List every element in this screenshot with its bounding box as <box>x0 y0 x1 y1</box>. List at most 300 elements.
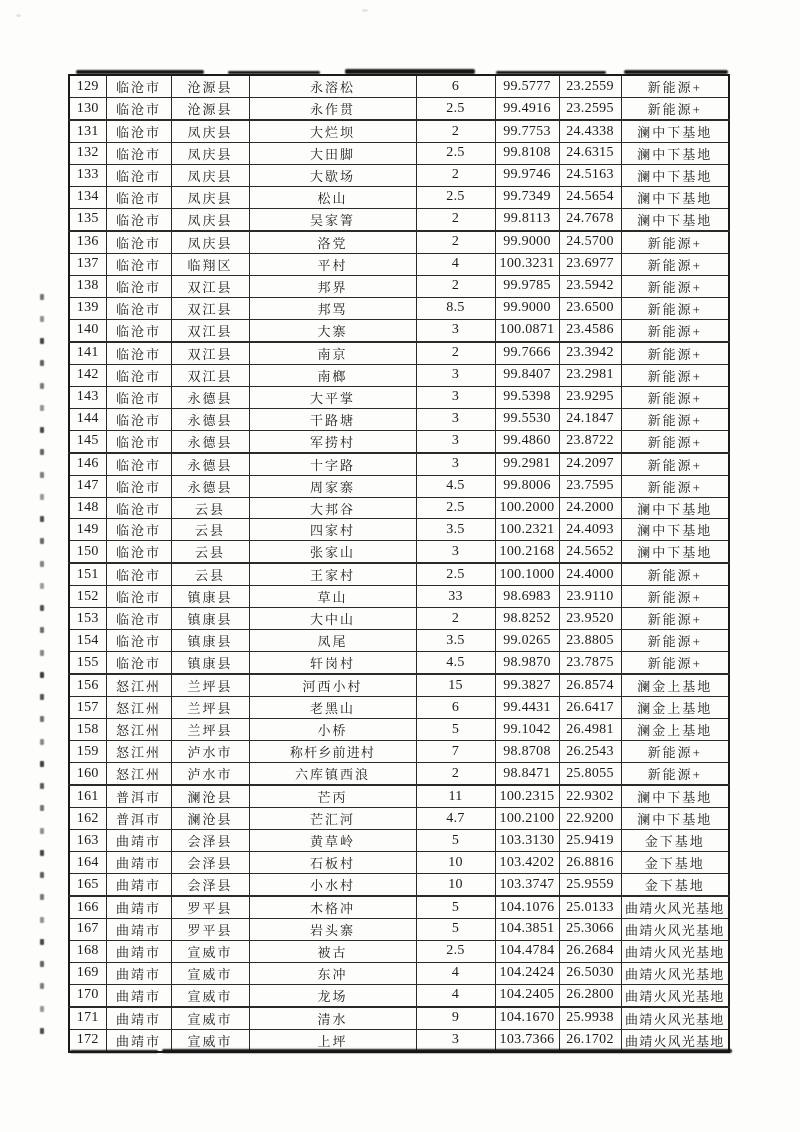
cell-index: 141 <box>69 342 106 365</box>
cell-latitude: 24.2000 <box>559 497 621 519</box>
scan-artifact <box>162 1049 732 1053</box>
cell-site-name: 大平掌 <box>249 386 416 408</box>
scan-artifact <box>16 14 21 17</box>
cell-city: 临沧市 <box>106 453 171 476</box>
cell-county: 凤庆县 <box>171 186 249 208</box>
cell-longitude: 98.9870 <box>495 652 559 675</box>
cell-index: 159 <box>69 741 106 763</box>
cell-latitude: 25.9559 <box>559 874 621 897</box>
cell-longitude: 104.3851 <box>495 919 559 941</box>
cell-latitude: 23.9295 <box>559 386 621 408</box>
cell-base-type: 澜中下基地 <box>621 186 729 208</box>
cell-capacity: 2 <box>416 275 495 297</box>
cell-capacity: 2 <box>416 208 495 231</box>
cell-site-name: 大田脚 <box>249 143 416 165</box>
cell-city: 临沧市 <box>106 75 171 98</box>
cell-site-name: 芒汇河 <box>249 808 416 830</box>
cell-base-type: 澜中下基地 <box>621 519 729 541</box>
cell-latitude: 26.2684 <box>559 940 621 962</box>
cell-longitude: 104.4784 <box>495 940 559 962</box>
cell-index: 162 <box>69 808 106 830</box>
cell-capacity: 3 <box>416 319 495 342</box>
table-row <box>69 319 729 342</box>
cell-site-name: 凤尾 <box>249 630 416 652</box>
scan-artifact <box>40 561 44 567</box>
cell-site-name: 上坪 <box>249 1029 416 1052</box>
cell-base-type: 新能源+ <box>621 608 729 630</box>
site-table <box>68 74 730 1053</box>
cell-capacity: 2 <box>416 164 495 186</box>
scan-artifact <box>40 650 44 656</box>
table-row <box>69 164 729 186</box>
cell-base-type: 新能源+ <box>621 453 729 476</box>
cell-capacity: 4 <box>416 962 495 984</box>
table-row <box>69 253 729 275</box>
cell-longitude: 98.8252 <box>495 608 559 630</box>
cell-county: 宣威市 <box>171 984 249 1007</box>
cell-base-type: 曲靖火风光基地 <box>621 940 729 962</box>
cell-base-type: 金下基地 <box>621 830 729 852</box>
cell-base-type: 曲靖火风光基地 <box>621 919 729 941</box>
table-row <box>69 874 729 897</box>
cell-longitude: 99.4916 <box>495 98 559 121</box>
table-row <box>69 852 729 874</box>
cell-capacity: 4 <box>416 253 495 275</box>
cell-index: 136 <box>69 231 106 254</box>
cell-index: 131 <box>69 120 106 143</box>
cell-longitude: 99.3827 <box>495 674 559 697</box>
cell-capacity: 4.5 <box>416 652 495 675</box>
table-row <box>69 208 729 231</box>
cell-site-name: 洛党 <box>249 231 416 254</box>
cell-capacity: 2.5 <box>416 940 495 962</box>
cell-longitude: 100.2000 <box>495 497 559 519</box>
cell-longitude: 99.4860 <box>495 430 559 453</box>
table-row <box>69 519 729 541</box>
table-row <box>69 497 729 519</box>
cell-city: 曲靖市 <box>106 1007 171 1030</box>
cell-longitude: 100.1000 <box>495 563 559 586</box>
cell-capacity: 3 <box>416 453 495 476</box>
cell-county: 凤庆县 <box>171 231 249 254</box>
cell-base-type: 澜中下基地 <box>621 808 729 830</box>
cell-county: 云县 <box>171 497 249 519</box>
cell-county: 宣威市 <box>171 1007 249 1030</box>
cell-city: 临沧市 <box>106 519 171 541</box>
table-row <box>69 430 729 453</box>
cell-longitude: 98.6983 <box>495 586 559 608</box>
scan-artifact <box>40 894 44 900</box>
cell-city: 临沧市 <box>106 497 171 519</box>
cell-site-name: 老黑山 <box>249 697 416 719</box>
cell-county: 云县 <box>171 541 249 564</box>
cell-county: 沧源县 <box>171 98 249 121</box>
scan-artifact <box>40 805 44 811</box>
scan-artifact <box>40 983 44 989</box>
cell-base-type: 新能源+ <box>621 430 729 453</box>
cell-index: 142 <box>69 364 106 386</box>
table-row <box>69 297 729 319</box>
scan-artifact <box>40 716 44 722</box>
cell-latitude: 22.9200 <box>559 808 621 830</box>
cell-county: 双江县 <box>171 275 249 297</box>
cell-index: 143 <box>69 386 106 408</box>
cell-base-type: 曲靖火风光基地 <box>621 962 729 984</box>
cell-city: 曲靖市 <box>106 962 171 984</box>
cell-site-name: 轩岗村 <box>249 652 416 675</box>
cell-city: 临沧市 <box>106 208 171 231</box>
cell-site-name: 小桥 <box>249 719 416 741</box>
cell-longitude: 99.1042 <box>495 719 559 741</box>
cell-longitude: 99.5530 <box>495 408 559 430</box>
cell-latitude: 23.8722 <box>559 430 621 453</box>
cell-county: 云县 <box>171 563 249 586</box>
scan-artifact <box>40 917 44 923</box>
cell-longitude: 100.2168 <box>495 541 559 564</box>
cell-base-type: 澜中下基地 <box>621 785 729 808</box>
cell-site-name: 木格冲 <box>249 896 416 919</box>
cell-site-name: 邦骂 <box>249 297 416 319</box>
cell-base-type: 曲靖火风光基地 <box>621 1007 729 1030</box>
table-row <box>69 275 729 297</box>
cell-site-name: 南京 <box>249 342 416 365</box>
table-sheet <box>68 74 728 1053</box>
scan-artifact <box>496 71 606 74</box>
cell-capacity: 2.5 <box>416 143 495 165</box>
scan-artifact <box>40 405 44 411</box>
cell-latitude: 25.3066 <box>559 919 621 941</box>
cell-base-type: 新能源+ <box>621 586 729 608</box>
scan-artifact <box>40 316 44 322</box>
cell-index: 170 <box>69 984 106 1007</box>
cell-base-type: 新能源+ <box>621 275 729 297</box>
cell-longitude: 99.4431 <box>495 697 559 719</box>
cell-county: 宣威市 <box>171 940 249 962</box>
cell-index: 129 <box>69 75 106 98</box>
cell-city: 临沧市 <box>106 563 171 586</box>
scan-artifact <box>362 9 368 12</box>
cell-longitude: 100.0871 <box>495 319 559 342</box>
cell-capacity: 5 <box>416 830 495 852</box>
cell-site-name: 称杆乡前进村 <box>249 741 416 763</box>
cell-longitude: 100.2321 <box>495 519 559 541</box>
scan-artifact <box>40 294 44 300</box>
cell-index: 130 <box>69 98 106 121</box>
scan-artifact <box>70 1050 158 1053</box>
cell-index: 137 <box>69 253 106 275</box>
cell-county: 镇康县 <box>171 586 249 608</box>
cell-base-type: 澜中下基地 <box>621 120 729 143</box>
table-row <box>69 386 729 408</box>
cell-base-type: 澜金上基地 <box>621 697 729 719</box>
cell-longitude: 99.7349 <box>495 186 559 208</box>
cell-capacity: 3 <box>416 541 495 564</box>
cell-capacity: 3.5 <box>416 519 495 541</box>
cell-capacity: 2.5 <box>416 497 495 519</box>
cell-latitude: 24.6315 <box>559 143 621 165</box>
cell-capacity: 2 <box>416 608 495 630</box>
cell-county: 澜沧县 <box>171 808 249 830</box>
cell-county: 镇康县 <box>171 608 249 630</box>
cell-index: 156 <box>69 674 106 697</box>
cell-base-type: 曲靖火风光基地 <box>621 1029 729 1052</box>
cell-longitude: 100.2100 <box>495 808 559 830</box>
cell-city: 临沧市 <box>106 541 171 564</box>
cell-city: 临沧市 <box>106 253 171 275</box>
cell-latitude: 24.4338 <box>559 120 621 143</box>
cell-base-type: 新能源+ <box>621 475 729 497</box>
cell-longitude: 99.9746 <box>495 164 559 186</box>
cell-county: 泸水市 <box>171 763 249 786</box>
scan-artifact <box>40 538 44 544</box>
cell-base-type: 曲靖火风光基地 <box>621 984 729 1007</box>
cell-index: 158 <box>69 719 106 741</box>
table-row <box>69 719 729 741</box>
cell-longitude: 103.7366 <box>495 1029 559 1052</box>
scan-artifact <box>624 70 728 74</box>
cell-longitude: 98.8471 <box>495 763 559 786</box>
cell-index: 161 <box>69 785 106 808</box>
cell-index: 151 <box>69 563 106 586</box>
cell-index: 148 <box>69 497 106 519</box>
cell-latitude: 24.5163 <box>559 164 621 186</box>
cell-site-name: 河西小村 <box>249 674 416 697</box>
cell-index: 168 <box>69 940 106 962</box>
cell-county: 凤庆县 <box>171 120 249 143</box>
cell-base-type: 新能源+ <box>621 253 729 275</box>
cell-city: 曲靖市 <box>106 830 171 852</box>
cell-longitude: 104.2424 <box>495 962 559 984</box>
cell-capacity: 2 <box>416 231 495 254</box>
cell-base-type: 澜中下基地 <box>621 143 729 165</box>
scan-artifact <box>40 672 44 678</box>
cell-county: 永德县 <box>171 453 249 476</box>
cell-city: 普洱市 <box>106 785 171 808</box>
cell-county: 双江县 <box>171 297 249 319</box>
cell-site-name: 邦界 <box>249 275 416 297</box>
cell-site-name: 永作贯 <box>249 98 416 121</box>
cell-latitude: 23.9110 <box>559 586 621 608</box>
cell-latitude: 23.3942 <box>559 342 621 365</box>
cell-latitude: 23.9520 <box>559 608 621 630</box>
cell-site-name: 永溶松 <box>249 75 416 98</box>
cell-index: 144 <box>69 408 106 430</box>
cell-base-type: 新能源+ <box>621 408 729 430</box>
cell-base-type: 新能源+ <box>621 342 729 365</box>
scan-artifact <box>40 360 44 366</box>
table-row <box>69 697 729 719</box>
cell-latitude: 23.7875 <box>559 652 621 675</box>
table-row <box>69 408 729 430</box>
cell-county: 会泽县 <box>171 852 249 874</box>
cell-city: 临沧市 <box>106 608 171 630</box>
cell-city: 怒江州 <box>106 719 171 741</box>
cell-longitude: 99.7666 <box>495 342 559 365</box>
cell-longitude: 99.9000 <box>495 297 559 319</box>
cell-index: 152 <box>69 586 106 608</box>
cell-latitude: 22.9302 <box>559 785 621 808</box>
scan-artifact <box>40 583 44 589</box>
cell-latitude: 25.9938 <box>559 1007 621 1030</box>
cell-latitude: 23.2981 <box>559 364 621 386</box>
table-row <box>69 120 729 143</box>
cell-capacity: 33 <box>416 586 495 608</box>
cell-county: 凤庆县 <box>171 143 249 165</box>
cell-latitude: 26.2543 <box>559 741 621 763</box>
cell-site-name: 平村 <box>249 253 416 275</box>
cell-city: 曲靖市 <box>106 896 171 919</box>
cell-county: 云县 <box>171 519 249 541</box>
cell-latitude: 24.5700 <box>559 231 621 254</box>
scan-artifact <box>40 472 44 478</box>
table-row <box>69 830 729 852</box>
cell-site-name: 清水 <box>249 1007 416 1030</box>
cell-city: 临沧市 <box>106 275 171 297</box>
scan-artifact <box>40 427 44 433</box>
cell-longitude: 103.3747 <box>495 874 559 897</box>
cell-county: 会泽县 <box>171 874 249 897</box>
cell-base-type: 新能源+ <box>621 231 729 254</box>
table-row <box>69 808 729 830</box>
cell-capacity: 2 <box>416 120 495 143</box>
cell-site-name: 芒丙 <box>249 785 416 808</box>
cell-capacity: 8.5 <box>416 297 495 319</box>
cell-capacity: 4.7 <box>416 808 495 830</box>
cell-capacity: 2 <box>416 342 495 365</box>
cell-longitude: 100.3231 <box>495 253 559 275</box>
cell-base-type: 新能源+ <box>621 386 729 408</box>
scan-artifact <box>40 494 44 500</box>
cell-longitude: 99.9000 <box>495 231 559 254</box>
cell-longitude: 104.2405 <box>495 984 559 1007</box>
cell-site-name: 大烂坝 <box>249 120 416 143</box>
cell-site-name: 被古 <box>249 940 416 962</box>
cell-capacity: 3 <box>416 430 495 453</box>
cell-site-name: 黄草岭 <box>249 830 416 852</box>
cell-capacity: 5 <box>416 896 495 919</box>
cell-index: 133 <box>69 164 106 186</box>
cell-base-type: 澜金上基地 <box>621 674 729 697</box>
cell-longitude: 99.8407 <box>495 364 559 386</box>
table-row <box>69 143 729 165</box>
cell-county: 临翔区 <box>171 253 249 275</box>
cell-county: 双江县 <box>171 319 249 342</box>
cell-latitude: 24.4000 <box>559 563 621 586</box>
cell-base-type: 新能源+ <box>621 563 729 586</box>
cell-site-name: 小水村 <box>249 874 416 897</box>
cell-capacity: 6 <box>416 697 495 719</box>
cell-latitude: 24.5652 <box>559 541 621 564</box>
table-row <box>69 75 729 98</box>
cell-county: 兰坪县 <box>171 719 249 741</box>
cell-city: 曲靖市 <box>106 919 171 941</box>
cell-capacity: 6 <box>416 75 495 98</box>
cell-county: 兰坪县 <box>171 697 249 719</box>
cell-longitude: 99.0265 <box>495 630 559 652</box>
scan-artifact <box>40 1006 44 1012</box>
cell-city: 临沧市 <box>106 586 171 608</box>
cell-index: 154 <box>69 630 106 652</box>
cell-base-type: 澜中下基地 <box>621 541 729 564</box>
scan-artifact <box>345 69 475 74</box>
cell-latitude: 23.5942 <box>559 275 621 297</box>
cell-longitude: 99.8108 <box>495 143 559 165</box>
cell-city: 临沧市 <box>106 319 171 342</box>
cell-county: 罗平县 <box>171 919 249 941</box>
scan-artifact <box>40 739 44 745</box>
cell-site-name: 周家寨 <box>249 475 416 497</box>
cell-city: 怒江州 <box>106 763 171 786</box>
cell-index: 147 <box>69 475 106 497</box>
cell-city: 临沧市 <box>106 342 171 365</box>
table-row <box>69 919 729 941</box>
cell-latitude: 24.4093 <box>559 519 621 541</box>
table-row <box>69 630 729 652</box>
cell-index: 149 <box>69 519 106 541</box>
cell-site-name: 松山 <box>249 186 416 208</box>
cell-latitude: 23.4586 <box>559 319 621 342</box>
scan-artifact <box>40 828 44 834</box>
cell-latitude: 23.2595 <box>559 98 621 121</box>
table-row <box>69 984 729 1007</box>
cell-city: 临沧市 <box>106 231 171 254</box>
cell-county: 泸水市 <box>171 741 249 763</box>
cell-capacity: 5 <box>416 719 495 741</box>
cell-longitude: 103.4202 <box>495 852 559 874</box>
cell-county: 镇康县 <box>171 652 249 675</box>
cell-index: 155 <box>69 652 106 675</box>
cell-base-type: 新能源+ <box>621 652 729 675</box>
cell-latitude: 25.8055 <box>559 763 621 786</box>
table-row <box>69 763 729 786</box>
cell-county: 镇康县 <box>171 630 249 652</box>
cell-city: 临沧市 <box>106 297 171 319</box>
scan-artifact <box>40 383 44 389</box>
scan-artifact <box>40 627 44 633</box>
cell-index: 157 <box>69 697 106 719</box>
table-row <box>69 674 729 697</box>
cell-capacity: 3 <box>416 408 495 430</box>
cell-longitude: 104.1670 <box>495 1007 559 1030</box>
cell-base-type: 新能源+ <box>621 630 729 652</box>
scan-artifact <box>40 694 44 700</box>
cell-capacity: 2.5 <box>416 98 495 121</box>
cell-capacity: 3 <box>416 386 495 408</box>
scan-artifact <box>40 783 44 789</box>
cell-city: 临沧市 <box>106 630 171 652</box>
scan-artifact <box>40 605 44 611</box>
cell-city: 临沧市 <box>106 164 171 186</box>
cell-capacity: 2.5 <box>416 186 495 208</box>
cell-capacity: 2 <box>416 763 495 786</box>
cell-site-name: 大邦谷 <box>249 497 416 519</box>
cell-city: 曲靖市 <box>106 874 171 897</box>
cell-latitude: 23.2559 <box>559 75 621 98</box>
table-row <box>69 586 729 608</box>
cell-latitude: 24.1847 <box>559 408 621 430</box>
cell-index: 135 <box>69 208 106 231</box>
table-row <box>69 962 729 984</box>
cell-county: 永德县 <box>171 386 249 408</box>
cell-longitude: 99.7753 <box>495 120 559 143</box>
cell-latitude: 26.4981 <box>559 719 621 741</box>
cell-county: 罗平县 <box>171 896 249 919</box>
cell-capacity: 3 <box>416 364 495 386</box>
scan-artifact <box>40 939 44 945</box>
cell-site-name: 军捞村 <box>249 430 416 453</box>
cell-site-name: 石板村 <box>249 852 416 874</box>
cell-base-type: 新能源+ <box>621 741 729 763</box>
